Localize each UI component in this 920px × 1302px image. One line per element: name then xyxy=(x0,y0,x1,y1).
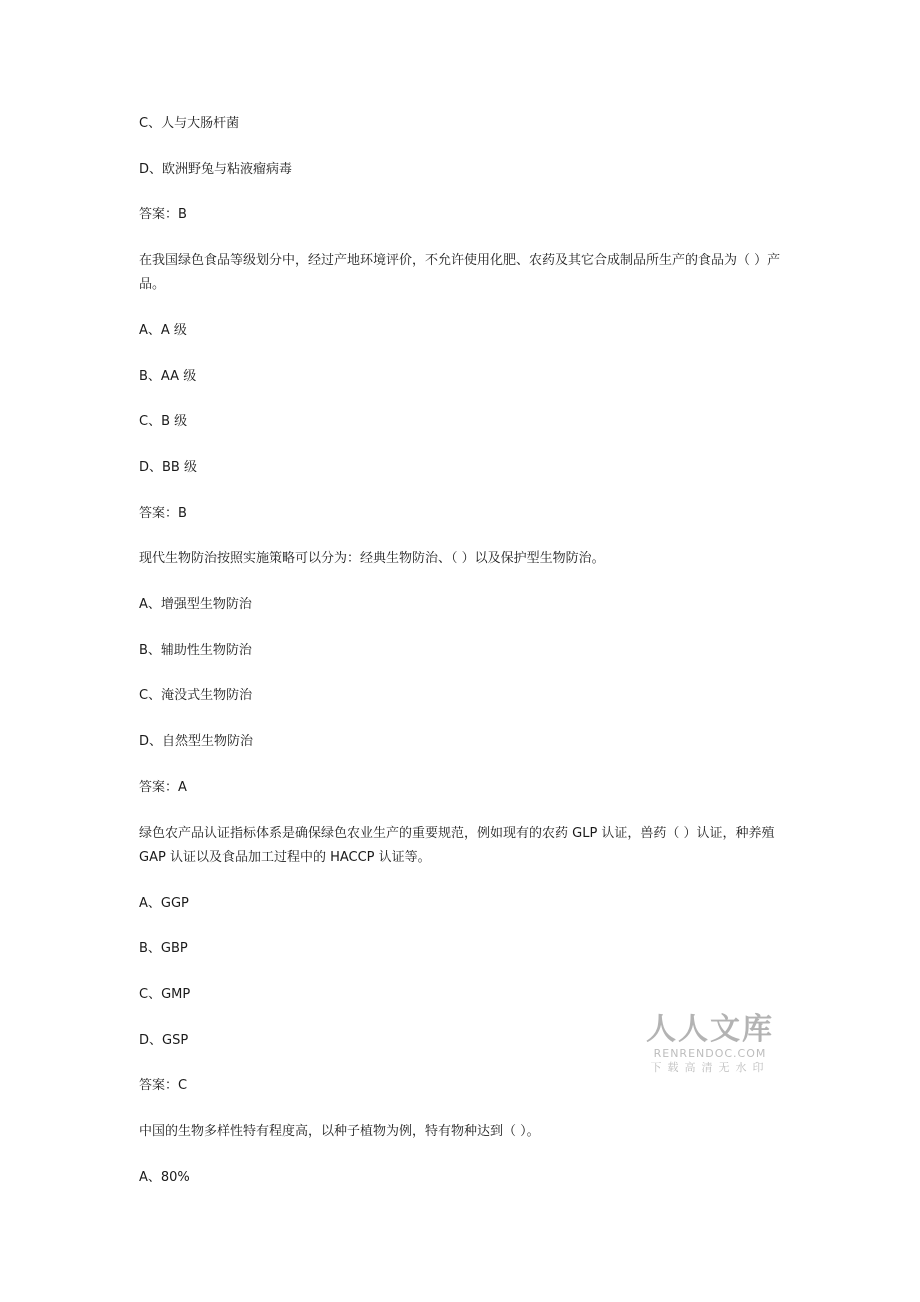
answer: 答案：B xyxy=(139,506,187,521)
option-a: A、A 级 xyxy=(139,323,187,338)
question-text: 中国的生物多样性特有程度高，以种子植物为例，特有物种达到（ ）。 xyxy=(139,1124,540,1139)
option-c: C、淹没式生物防治 xyxy=(139,688,253,703)
watermark-subtitle: 下载高清无水印 xyxy=(650,1061,770,1074)
option-c: C、人与大肠杆菌 xyxy=(139,116,240,131)
question-text: 在我国绿色食品等级划分中，经过产地环境评价，不允许使用化肥、农药及其它合成制品所生产的食品为（ ）产品。 xyxy=(139,253,781,292)
option-d: D、欧洲野兔与粘液瘤病毒 xyxy=(139,162,293,177)
watermark-url: RENRENDOC.COM xyxy=(653,1047,767,1060)
option-d: D、GSP xyxy=(139,1033,189,1048)
option-a: A、80% xyxy=(139,1170,190,1185)
option-c: C、GMP xyxy=(139,987,191,1002)
watermark-title: 人人文库 xyxy=(646,1012,774,1047)
question-text: 绿色农产品认证指标体系是确保绿色农业生产的重要规范，例如现有的农药 GLP 认证，兽药（ ）认证，种养殖 GAP 认证以及食品加工过程中的 HACCP 认证等。 xyxy=(139,826,775,865)
answer: 答案：A xyxy=(139,780,187,795)
option-b: B、辅助性生物防治 xyxy=(139,643,252,658)
option-b: B、AA 级 xyxy=(139,369,197,384)
option-a: A、增强型生物防治 xyxy=(139,597,252,612)
option-c: C、B 级 xyxy=(139,414,188,429)
option-d: D、BB 级 xyxy=(139,460,197,475)
answer: 答案：C xyxy=(139,1078,188,1093)
answer: 答案：B xyxy=(139,207,187,222)
option-a: A、GGP xyxy=(139,896,189,911)
watermark-logo xyxy=(640,1013,780,1075)
question-text: 现代生物防治按照实施策略可以分为：经典生物防治、（ ）以及保护型生物防治。 xyxy=(139,551,605,566)
option-b: B、GBP xyxy=(139,941,188,956)
option-d: D、自然型生物防治 xyxy=(139,734,254,749)
